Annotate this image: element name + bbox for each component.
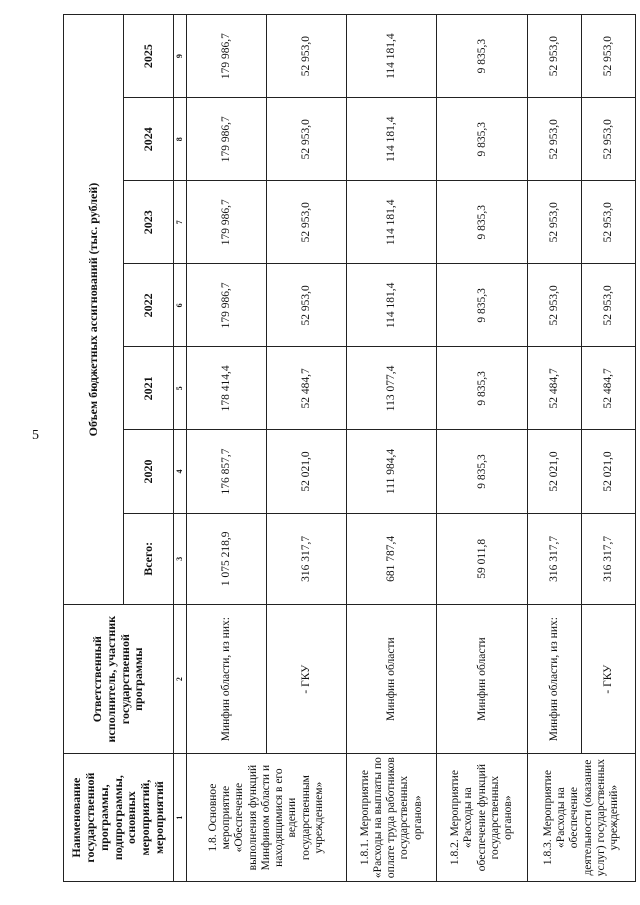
row-value: 52 021,0: [582, 430, 636, 513]
row-name: 1.8.2. Мероприятие «Расходы на обеспечение функций государственных органов»: [437, 754, 528, 882]
table-row: [346, 15, 437, 882]
row-value: 114 181,4: [346, 264, 437, 347]
header-total: Всего:: [124, 513, 174, 605]
row-value: 52 953,0: [528, 264, 582, 347]
row-value: 9 835,3: [437, 347, 528, 430]
table-row: [266, 15, 346, 882]
row-value: 52 484,7: [582, 347, 636, 430]
row-name: 1.8.3. Мероприятие «Расходы на обеспечение деятельности (оказание услуг) государственных учреждений»: [528, 754, 636, 882]
row-value: 52 953,0: [266, 15, 346, 98]
row-value: 52 484,7: [528, 347, 582, 430]
row-executor: Минфин области: [346, 605, 437, 754]
row-value: 52 953,0: [528, 15, 582, 98]
row-total: 316 317,7: [528, 513, 582, 605]
row-total: 316 317,7: [266, 513, 346, 605]
row-value: 52 484,7: [266, 347, 346, 430]
row-value: 9 835,3: [437, 264, 528, 347]
row-value: 176 857,7: [187, 430, 267, 513]
header-name: Наименование государственной программы, подпрограммы, основных мероприятий, мероприятий: [64, 754, 174, 882]
row-value: 111 984,4: [346, 430, 437, 513]
row-value: 52 021,0: [266, 430, 346, 513]
row-total: 1 075 218,9: [187, 513, 267, 605]
row-value: 179 986,7: [187, 181, 267, 264]
row-value: 9 835,3: [437, 181, 528, 264]
column-number: 5: [174, 347, 187, 430]
row-value: 178 414,4: [187, 347, 267, 430]
header-year-2022: 2022: [124, 264, 174, 347]
table-row: [187, 15, 267, 882]
row-value: 113 077,4: [346, 347, 437, 430]
header-year-2020: 2020: [124, 430, 174, 513]
row-total: 316 317,7: [582, 513, 636, 605]
row-executor: Минфин области, из них:: [187, 605, 267, 754]
row-executor: - ГКУ: [266, 605, 346, 754]
header-executor: Ответственный исполнитель, участник государственной программы: [64, 605, 174, 754]
row-value: 52 021,0: [528, 430, 582, 513]
row-value: 52 953,0: [582, 15, 636, 98]
row-executor: Минфин области, из них:: [528, 605, 582, 754]
row-value: 179 986,7: [187, 15, 267, 98]
header-year-2025: 2025: [124, 15, 174, 98]
row-value: 52 953,0: [528, 181, 582, 264]
row-value: 52 953,0: [266, 264, 346, 347]
header-year-2024: 2024: [124, 98, 174, 181]
rotated-table-container: [63, 14, 636, 882]
row-value: 179 986,7: [187, 98, 267, 181]
row-value: 179 986,7: [187, 264, 267, 347]
row-executor: - ГКУ: [582, 605, 636, 754]
row-value: 52 953,0: [266, 98, 346, 181]
column-number: 2: [174, 605, 187, 754]
row-name: 1.8. Основное мероприятие «Обеспечение выполнения функций Минфином области и находящимися в его ведении государственным учреждением»: [187, 754, 347, 882]
row-value: 114 181,4: [346, 15, 437, 98]
column-number: 1: [174, 754, 187, 882]
row-name: 1.8.1. Мероприятие «Расходы на выплаты по оплате труда работников государственных органов»: [346, 754, 437, 882]
row-value: 9 835,3: [437, 430, 528, 513]
row-total: 681 787,4: [346, 513, 437, 605]
column-number: 9: [174, 15, 187, 98]
row-executor: Минфин области: [437, 605, 528, 754]
column-number: 6: [174, 264, 187, 347]
column-number: 4: [174, 430, 187, 513]
table-row: [528, 15, 582, 882]
row-value: 52 953,0: [528, 98, 582, 181]
column-number: 3: [174, 513, 187, 605]
row-value: 52 953,0: [266, 181, 346, 264]
row-value: 114 181,4: [346, 98, 437, 181]
row-value: 52 953,0: [582, 181, 636, 264]
header-budget-group: Объем бюджетных ассигнований (тыс. рублей): [64, 15, 124, 605]
row-value: 52 953,0: [582, 264, 636, 347]
column-number: 7: [174, 181, 187, 264]
header-year-2021: 2021: [124, 347, 174, 430]
table-row: [437, 15, 528, 882]
row-value: 9 835,3: [437, 15, 528, 98]
column-number: 8: [174, 98, 187, 181]
table-row: [582, 15, 636, 882]
page-number: 5: [32, 428, 39, 443]
budget-table: [63, 14, 636, 882]
row-value: 114 181,4: [346, 181, 437, 264]
header-year-2023: 2023: [124, 181, 174, 264]
row-total: 59 011,8: [437, 513, 528, 605]
row-value: 52 953,0: [582, 98, 636, 181]
row-value: 9 835,3: [437, 98, 528, 181]
